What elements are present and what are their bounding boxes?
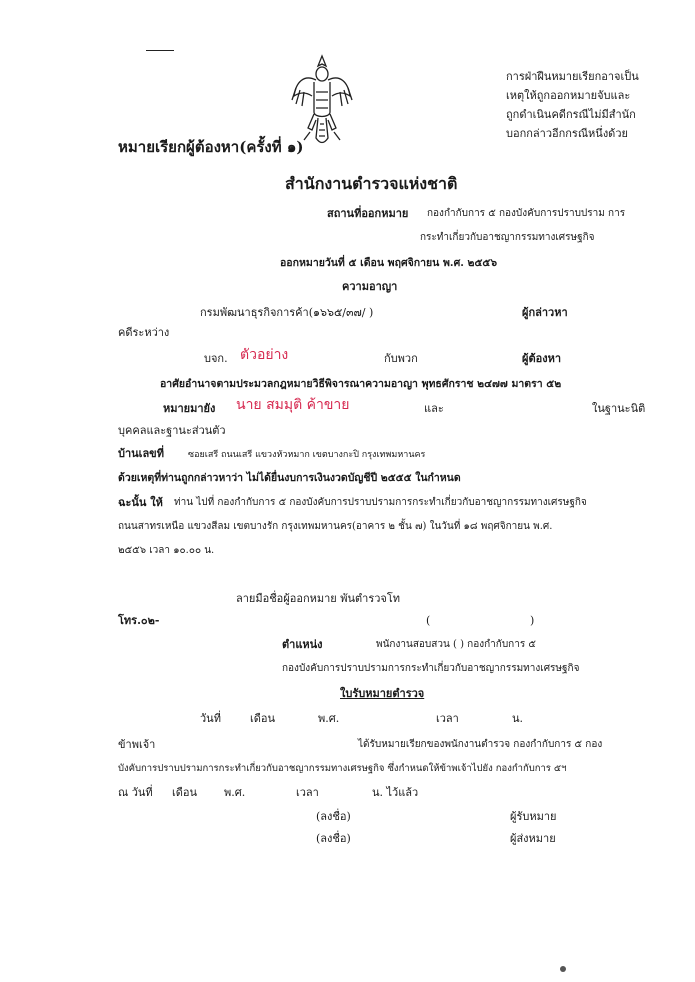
receipt-month2-label: เดือน <box>172 786 198 799</box>
agency-name: สำนักงานตำรวจแห่งชาติ <box>285 174 458 193</box>
accused-label: ผู้ต้องหา <box>522 352 561 365</box>
reason-text: ด้วยเหตุที่ท่านถูกกล่าวหาว่า ไม่ได้ยื่นงบการเงินงวดบัญชีปี ๒๕๕๕ ในกำหนด <box>118 472 461 484</box>
position-label: ตำแหน่ง <box>282 638 323 651</box>
warning-note-line: เหตุให้ถูกออกหมายจับและ <box>506 89 631 102</box>
signature-paren-open: ( <box>426 614 431 627</box>
summons-title: หมายเรียกผู้ต้องหา(ครั้งที่ ๑) <box>118 138 304 156</box>
authority-text: อาศัยอำนาจตามประมวลกฎหมายวิธีพิจารณาความอาญา พุทธศักราช ๒๔๗๗ มาตรา ๕๒ <box>160 378 562 390</box>
warning-note-line: การฝ่าฝืนหมายเรียกอาจเป็น <box>506 70 639 83</box>
warning-note-line: ถูกดำเนินคดีกรณีไม่มีสำนัก <box>506 108 636 121</box>
position-value2: กองบังคับการปราบปรามการกระทำเกี่ยวกับอาชญากรรมทางเศรษฐกิจ <box>282 663 580 674</box>
receipt-done-label: น. ไว้แล้ว <box>372 786 419 799</box>
complainant: กรมพัฒนาธุรกิจการค้า(๑๖๖๕/๓๗/ ) <box>200 306 374 319</box>
complainant-label: ผู้กล่าวหา <box>522 306 568 319</box>
garuda-emblem-icon <box>290 52 354 148</box>
receipt-year2-label: พ.ศ. <box>224 786 246 799</box>
phone-label: โทร.๐๒- <box>118 614 160 627</box>
receipt-year-label: พ.ศ. <box>318 712 340 725</box>
summon-to-label: หมายมายัง <box>163 402 216 415</box>
scan-mark-bottom <box>560 966 566 972</box>
scan-mark-top <box>146 50 174 51</box>
receipt-day-label: วันที่ <box>200 712 221 725</box>
address-value: ซอยเสรี ถนนเสรี แขวงหัวหมาก เขตบางกะปิ กรุงเทพมหานคร <box>188 450 426 460</box>
accused-name: ตัวอย่าง <box>240 347 289 363</box>
receipt-month-label: เดือน <box>250 712 276 725</box>
issue-date: ออกหมายวันที่ ๕ เดือน พฤศจิกายน พ.ศ. ๒๕๕๖ <box>280 257 498 269</box>
between-label: คดีระหว่าง <box>118 326 170 339</box>
accused-with: กับพวก <box>384 352 418 365</box>
position-value: พนักงานสอบสวน ( ) กองกำกับการ ๕ <box>376 639 536 650</box>
receipt-at-label: ณ วันที่ <box>118 786 153 799</box>
receipt-self: ข้าพเจ้า <box>118 738 156 751</box>
case-type: ความอาญา <box>342 280 398 293</box>
issue-place-line2: กระทำเกี่ยวกับอาชญากรรมทางเศรษฐกิจ <box>420 232 595 243</box>
warning-note-line: บอกกล่าวอีกกรณีหนึ่งด้วย <box>506 127 628 140</box>
receipt-unit-label: น. <box>512 712 524 725</box>
signature-paren-close: ) <box>530 614 535 627</box>
receiver-signed: (ลงชื่อ) <box>316 810 351 823</box>
issue-place-line1: กองกำกับการ ๕ กองบังคับการปราบปราม การ <box>427 208 626 219</box>
address-label: บ้านเลขที่ <box>118 447 164 460</box>
order-line2: ถนนสาทรเหนือ แขวงสีลม เขตบางรัก กรุงเทพมหานคร(อาคาร ๒ ชั้น ๗) ในวันที่ ๑๘ พฤศจิกายน พ.ศ. <box>118 521 553 532</box>
accused-prefix: บจก. <box>204 352 228 365</box>
order-line1: ท่าน ไปที่ กองกำกับการ ๕ กองบังคับการปราบปรามการกระทำเกี่ยวกับอาชญากรรมทางเศรษฐกิจ <box>174 497 587 508</box>
issue-place-label: สถานที่ออกหมาย <box>327 207 409 220</box>
capacity-label: ในฐานะนิติ <box>592 402 646 415</box>
capacity-cont: บุคคลและฐานะส่วนตัว <box>118 424 226 437</box>
summon-to-name: นาย สมมุติ ค้าขาย <box>236 397 350 413</box>
order-label: ฉะนั้น ให้ <box>118 496 163 509</box>
sender-label: ผู้ส่งหมาย <box>510 832 556 845</box>
receipt-line1: ได้รับหมายเรียกของพนักงานตำรวจ กองกำกับการ ๕ กอง <box>358 739 603 750</box>
receipt-time-label: เวลา <box>436 712 459 725</box>
sender-signed: (ลงชื่อ) <box>316 832 351 845</box>
signature-label: ลายมือชื่อผู้ออกหมาย พันตำรวจโท <box>236 592 401 605</box>
and-label: และ <box>424 402 444 415</box>
order-line3: ๒๕๕๖ เวลา ๑๐.๐๐ น. <box>118 545 215 556</box>
receipt-line2: บังคับการปราบปรามการกระทำเกี่ยวกับอาชญากรรมทางเศรษฐกิจ ซึ่งกำหนดให้ข้าพเจ้าไปยัง กองกำกับการ ๕ฯ <box>118 763 567 774</box>
receipt-title: ใบรับหมายตำรวจ <box>340 687 425 700</box>
receipt-time2-label: เวลา <box>296 786 319 799</box>
receiver-label: ผู้รับหมาย <box>510 810 557 823</box>
